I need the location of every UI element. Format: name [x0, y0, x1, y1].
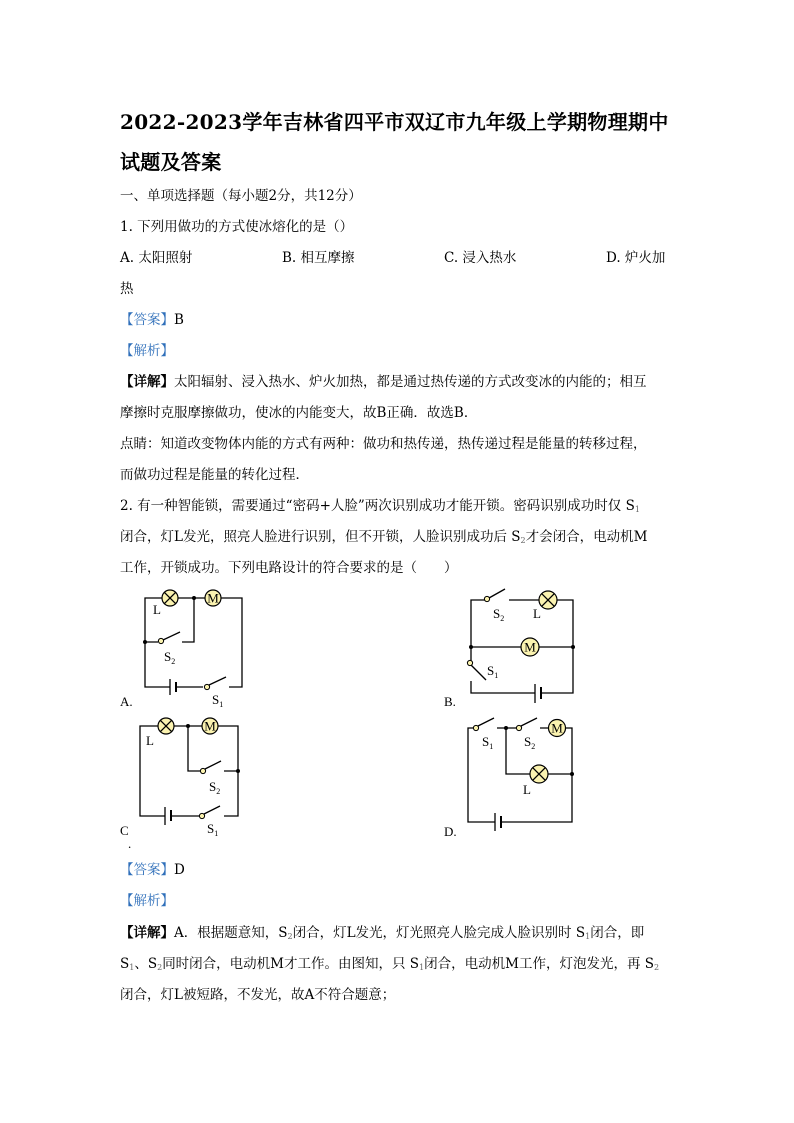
- lamp-label: L: [146, 733, 154, 748]
- lamp-label: L: [523, 782, 531, 797]
- subscript: 1: [419, 963, 425, 972]
- motor-label: M: [207, 590, 219, 606]
- answer-value: B: [174, 312, 184, 328]
- lamp-label: L: [153, 602, 161, 617]
- subscript: 1: [634, 505, 640, 514]
- svg-text:S1: $S_1$: [212, 692, 224, 709]
- circuit-b: [444, 589, 575, 709]
- q1-option-d-wrap: 热: [120, 281, 134, 297]
- answer-tag: 【答案】: [120, 312, 174, 328]
- q1-detail-line2: 摩擦时克服摩擦做功，使冰的内能变大，故B正确．故选B．: [120, 405, 478, 421]
- lamp-icon: [539, 591, 557, 609]
- option-a-label: A.: [120, 694, 133, 709]
- answer-tag: 【答案】: [120, 862, 174, 878]
- motor-label: M: [204, 718, 216, 734]
- svg-text:S2: $S_2$: [209, 779, 221, 796]
- answer-value: D: [174, 862, 185, 878]
- svg-text:S2: $S_2$: [524, 734, 536, 751]
- motor-icon: [521, 638, 539, 656]
- subscript: 1: [129, 963, 135, 972]
- motor-label: M: [524, 639, 536, 655]
- q1-analysis-tag: 【解析】: [120, 343, 174, 359]
- motor-icon: [549, 720, 566, 737]
- motor-icon: [202, 718, 218, 734]
- detail-text: A．根据题意知，S: [174, 925, 288, 941]
- svg-text:S1: $S_1$: [207, 821, 219, 838]
- detail-text: 同时闭合，电动机M才工作。由图知，只 S: [162, 956, 420, 972]
- q1-stem: 1. 下列用做功的方式使冰熔化的是（）: [120, 219, 354, 235]
- lamp-icon: [530, 765, 548, 783]
- subscript: 2: [520, 536, 526, 545]
- option-c-dot: .: [128, 836, 132, 851]
- circuit-a: [120, 590, 242, 709]
- q2-detail-line3: 闭合，灯L被短路，不发光，故A不符合题意；: [120, 987, 396, 1003]
- section-heading: 一、单项选择题（每小题2分，共12分）: [120, 188, 362, 204]
- q2-detail-line2: [120, 956, 659, 976]
- q2-answer: [120, 862, 185, 878]
- detail-text: 太阳辐射、浸入热水、炉火加热，都是通过热传递的方式改变冰的内能的；相互: [174, 374, 647, 390]
- lamp-icon: [158, 718, 174, 734]
- lamp-label: L: [533, 606, 541, 621]
- q1-option-a: A. 太阳照射: [120, 250, 193, 266]
- svg-text:S1: $S_1$: [487, 663, 499, 680]
- motor-icon: [205, 590, 221, 606]
- detail-text: 闭合，即: [590, 925, 645, 941]
- stem-text: 2. 有一种智能锁，需要通过“密码+人脸”两次识别成功才能开锁。密码识别成功时仅 S: [120, 498, 635, 514]
- q2-detail-line1: [120, 925, 644, 945]
- detail-text: 、S: [134, 956, 158, 972]
- q1-option-d: D. 炉火加: [606, 250, 666, 266]
- stem-text: 闭合，灯L发光，照亮人脸进行识别，但不开锁，人脸识别成功后 S: [120, 529, 521, 545]
- option-d-label: D.: [444, 824, 457, 839]
- q1-option-b: B. 相互摩擦: [282, 250, 355, 266]
- doc-title-line2: 试题及答案: [120, 150, 222, 174]
- subscript: 1: [585, 932, 591, 941]
- q2-stem-line3: 工作，开锁成功。下列电路设计的符合要求的是（ ）: [120, 560, 458, 576]
- detail-tag: 【详解】: [120, 374, 174, 390]
- detail-text: 闭合，灯L发光，灯光照亮人脸完成人脸识别时 S: [292, 925, 586, 941]
- option-c-label: C: [120, 823, 129, 838]
- lamp-icon: [162, 590, 178, 606]
- subscript: 2: [157, 963, 163, 972]
- detail-tag: 【详解】: [120, 925, 174, 941]
- subscript: 2: [654, 963, 660, 972]
- svg-text:S1: $S_1$: [482, 734, 494, 751]
- subscript: 2: [287, 932, 293, 941]
- svg-text:S2: $S_2$: [493, 606, 505, 623]
- detail-text: S: [120, 956, 130, 972]
- q1-note-line1: 点睛：知道改变物体内能的方式有两种：做功和热传递，热传递过程是能量的转移过程，: [120, 436, 647, 452]
- detail-text: 闭合，电动机M工作，灯泡发光，再 S: [424, 956, 655, 972]
- stem-text: 才会闭合，电动机M: [525, 529, 648, 545]
- motor-label: M: [551, 720, 563, 736]
- q1-note-line2: 而做功过程是能量的转化过程．: [120, 467, 309, 483]
- circuit-d: [444, 718, 574, 839]
- q1-option-c: C. 浸入热水: [444, 250, 517, 266]
- circuit-c: [120, 718, 240, 851]
- doc-title-line1: 2022-2023学年吉林省四平市双辽市九年级上学期物理期中: [120, 110, 669, 134]
- svg-text:S2: $S_2$: [164, 649, 176, 666]
- option-b-label: B.: [444, 694, 456, 709]
- q2-analysis-tag: 【解析】: [120, 893, 174, 909]
